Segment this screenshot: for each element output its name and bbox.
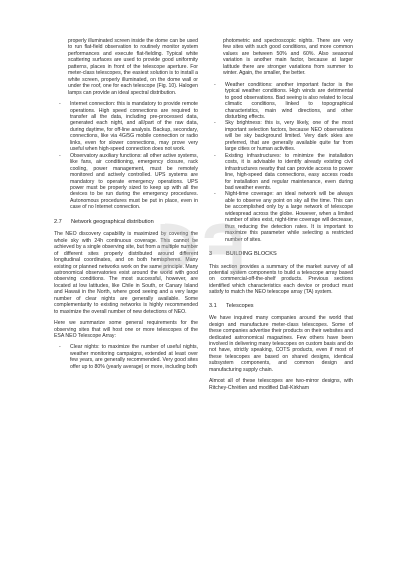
paragraph: The NEO discovery capability is maximized by covering the whole sky with 24h continuous coverage. This cannot be achieved by a single observing site, but from a multiple number of different sites properly distributed around different longitudinal coordinates, and on both hemispheres. Many existing or planned networks work on the same principle. Many astronomical observatories exist around the world with good observing conditions. The most successful, however, are located at low latitudes, like Chile in South, or Canary Island and Hawaii in the North, where good seeing and a very large number of clear nights are generally available. Some complementarity to existing networks is highly recommended to maximize the overall number of new detections of NEO. (54, 231, 198, 315)
paragraph: Almost all of these telescopes are two-mirror designs, with Ritchey-Chrétien and modified Dall-Kirkham (209, 378, 353, 391)
section-title: Telescopes (226, 302, 254, 309)
section-title: Network geographical distribution (71, 218, 154, 225)
list-item (54, 101, 198, 153)
paragraph: Here we summarize some general requirements for the observing sites that will host one or more telescopes of the ESA NEO Telescope Array: (54, 320, 198, 340)
bullet-text: Clear nights: to maximize the number of useful nights, weather monitoring campaigns, extended at least over few years, are generally recommended. Very good sites offer up to 80% (yearly average) or more, including both (70, 344, 198, 370)
section-title: BUILDING BLOCKS (226, 251, 277, 258)
bullet-dash: - (214, 120, 216, 127)
list-item (209, 82, 353, 121)
bullet-dash: - (59, 344, 61, 351)
section-number: 2.7 (54, 218, 62, 225)
list-item (209, 120, 353, 152)
bullet-text: Existing infrastructures: to minimize the installation costs, it is advisable to identify already existing civil infrastructures nearby that can provide access to power line, high-speed data connections, easy access roads for installation and regular maintenance, even during bad weather events. (225, 152, 353, 191)
bullet-text: Sky brightness: this is, very likely, one of the most important selection factors, because NEO observations will be sky background limited. Very dark skies are preferred, that are generally available quite far from large cities or human activities. (225, 120, 353, 153)
paragraph: This section provides a summary of the market survey of all potential system components to build a telescope array based on commercial-off-the-shelf products. Previous sections identified which characteristics each device or product must satisfy to match the NEO telescope array (TA) system. (209, 263, 353, 296)
bullet-continuation: properly illuminated screen inside the dome can be used to run flat-field observation to routinely monitor system performances and execute flat-fielding. Typical white scattering surfaces are used to provide good uniformity patterns, places in front of the telescope aperture. For meter-class telescopes, the easiest solution is to install a white screen, properly illuminated, on the dome wall or under the roof, one for each telescope (Fig. 10). Halogen lamps can provide an ideal spectral distribution. (68, 38, 198, 96)
bullet-continuation: photometric and spectroscopic nights. There are very few sites with such good conditions, and more common values are between 50% and 60%. Also seasonal variation is another main factor, because at larger latitude there are stronger variations from summer to winter. Again, the smaller, the better. (223, 38, 353, 77)
bullet-dash: - (59, 101, 61, 108)
bullet-dash: - (214, 81, 216, 88)
bullet-text: Observatory auxiliary functions: all other active systems, like fans, air conditioning, emergency closure, rack cooling, power management, must be remotely monitored and actively controlled. UPS systems are mandatory to operate emergency operations. UPS power must be properly sized to keep up with all the devices to be run during the emergency procedures. Autonomous procedures must be put in place, even in case of no Internet connection. (70, 152, 198, 211)
watermark-logo-graphic (151, 218, 259, 280)
left-column (54, 38, 198, 374)
section-heading-3-1 (209, 303, 353, 309)
list-item (209, 153, 353, 192)
bullet-text: Internet connection: this is mandatory to provide remote operations. High speed connections are required to transfer all the data, including pre-processed data, generated each night, and all/part of the raw data, during daytime, for off-line analysis. Backup, secondary, connections, like via 4G/5G mobile connection or radio links, even for slower connections, may prove very useful when high-speed connection does not work. (70, 101, 198, 153)
paragraph: We have inquired many companies around the world that design and manufacture meter-class telescopes. Some of these companies advertise their products on their websites and dedicated astronomical magazines. Few others have been involved in delivering many telescopes on custom basis and do not have, strictly speaking, COTS products, even if most of these telescopes are based on shared designs, identical subsystem components, and common design and manufacturing supply chain. (209, 315, 353, 373)
bullet-text: Weather conditions: another important factor is the typical weather conditions. High winds are detrimental to good observations. Bad seeing is also related to local climatic conditions, linked to topographical characteristics, main wind directions, and other disturbing effects. (225, 81, 353, 120)
bullet-list (54, 344, 198, 370)
bullet-text: Night-time coverage: an ideal network will be always able to observe any point on sky all the time. This can be accomplished only by a large network of telescope widespread across the globe. However, when a limited number of sites exist, night-time coverage will decrease, thus reducing the detection rates. It is important to maximize this parameter while selecting a restricted number of sites. (225, 191, 353, 243)
watermark-logo (151, 218, 259, 280)
section-number: 3 (209, 251, 213, 258)
bullet-dash: - (59, 152, 61, 159)
bullet-dash: - (214, 191, 216, 198)
bullet-dash: - (214, 152, 216, 159)
list-item (54, 344, 198, 370)
bullet-list (54, 101, 198, 211)
list-item (54, 153, 198, 211)
section-number: 3.1 (209, 302, 217, 309)
